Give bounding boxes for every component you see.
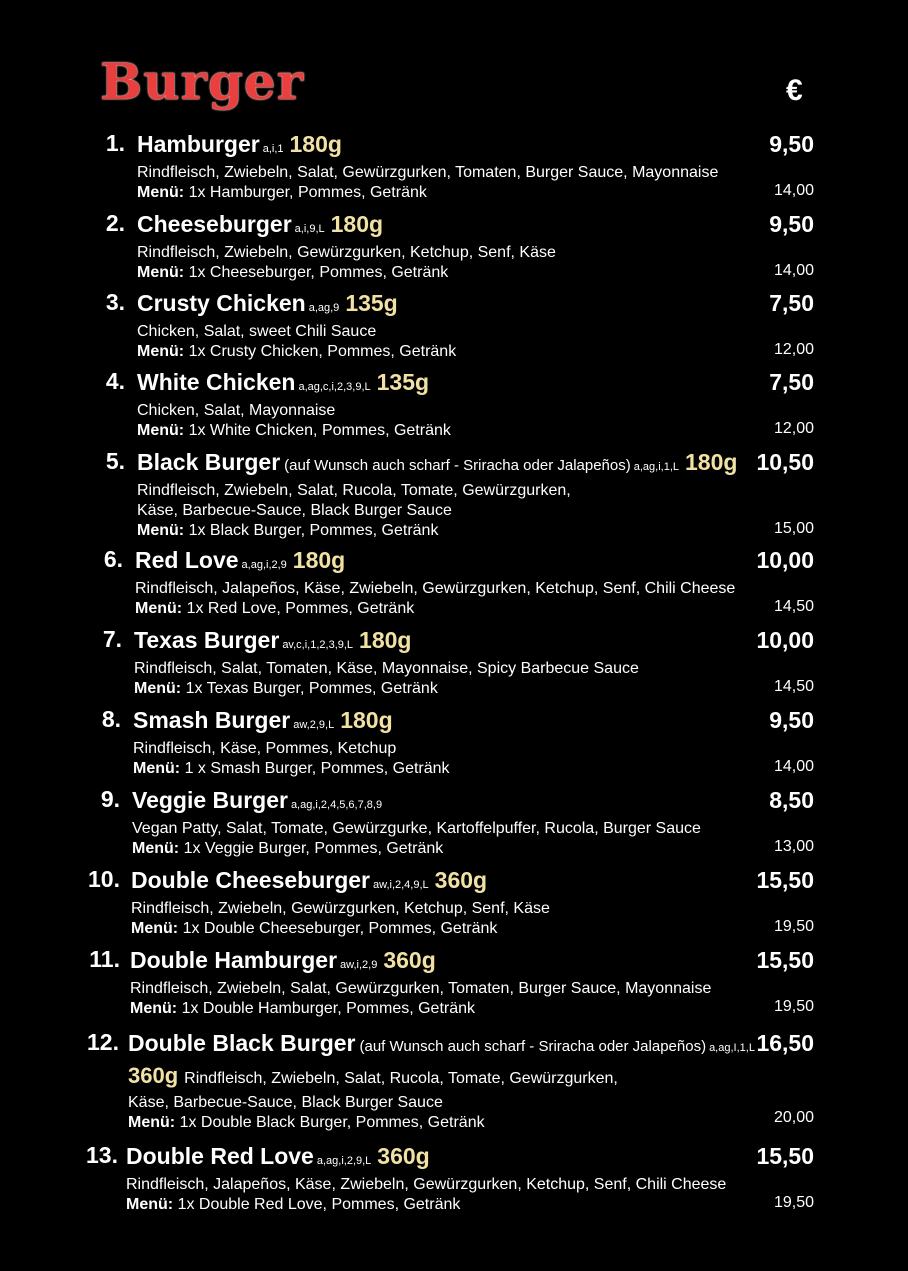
item-price: 7,50	[769, 369, 814, 395]
item-weight: 360g	[434, 867, 488, 893]
item-description-text: Käse, Barbecue-Sauce, Black Burger Sauce	[128, 1094, 443, 1111]
item-note: (auf Wunsch auch scharf - Sriracha oder Jalapeños)	[359, 1038, 707, 1055]
item-allergens: aw,2,9,L	[293, 719, 335, 731]
item-number: 6.	[103, 546, 123, 572]
combo-price: 19,50	[773, 998, 814, 1015]
item-description-text: Käse, Barbecue-Sauce, Black Burger Sauce	[137, 502, 452, 519]
item-price: 9,50	[769, 131, 814, 157]
item-heading	[137, 210, 556, 243]
item-description	[137, 481, 737, 501]
item-combo	[134, 679, 639, 699]
combo-price: 19,50	[773, 1194, 814, 1211]
item-name: Double Hamburger	[130, 947, 338, 973]
item-price: 10,00	[756, 627, 814, 653]
item-description-text: Rindfleisch, Käse, Pommes, Ketchup	[133, 740, 397, 757]
item-description	[133, 739, 450, 759]
combo-price: 14,50	[773, 678, 814, 695]
item-body	[128, 1029, 755, 1133]
item-allergens: a,ag,i,2,9	[241, 559, 287, 571]
item-heading	[126, 1142, 726, 1175]
combo-label: Menü:	[130, 1000, 178, 1017]
item-price: 10,50	[756, 449, 814, 475]
item-allergens: aw,i,2,9	[340, 959, 378, 971]
combo-text: 1x Cheeseburger, Pommes, Getränk	[188, 264, 449, 281]
item-description-text: Rindfleisch, Zwiebeln, Salat, Rucola, Tomate, Gewürzgurken,	[137, 482, 571, 499]
item-allergens: a,ag,I,1,L	[709, 1042, 755, 1054]
combo-text: 1x Crusty Chicken, Pommes, Getränk	[188, 343, 457, 360]
combo-label: Menü:	[126, 1196, 174, 1213]
item-combo	[135, 599, 735, 619]
combo-price: 20,00	[773, 1109, 814, 1126]
item-description-text: Chicken, Salat, sweet Chili Sauce	[137, 323, 377, 340]
item-weight: 180g	[330, 211, 384, 237]
item-weight: 360g	[383, 947, 436, 973]
item-weight: 180g	[359, 627, 412, 653]
item-price: 16,50	[756, 1030, 814, 1056]
item-description	[128, 1093, 755, 1113]
item-name: Red Love	[135, 547, 239, 573]
item-body	[137, 448, 737, 541]
combo-label: Menü:	[131, 920, 179, 937]
item-body	[133, 706, 450, 779]
item-note: (auf Wunsch auch scharf - Sriracha oder Jalapeños)	[284, 457, 631, 474]
item-description	[137, 322, 456, 342]
item-number: 2.	[105, 210, 125, 236]
item-name: Crusty Chicken	[137, 290, 306, 316]
combo-price: 14,00	[773, 262, 814, 279]
item-description-text: Chicken, Salat, Mayonnaise	[137, 402, 336, 419]
combo-text: 1x Veggie Burger, Pommes, Getränk	[183, 840, 444, 857]
item-description	[137, 243, 556, 263]
item-price: 9,50	[769, 707, 814, 733]
item-number: 10.	[88, 866, 120, 892]
item-number: 1.	[105, 130, 125, 156]
combo-text: 1x White Chicken, Pommes, Getränk	[188, 422, 451, 439]
currency-symbol: €	[786, 74, 803, 107]
item-combo	[128, 1113, 755, 1133]
item-name: Double Red Love	[126, 1143, 314, 1169]
item-name: Smash Burger	[133, 707, 291, 733]
item-description	[130, 979, 711, 999]
item-weight: 180g	[685, 449, 738, 475]
item-price: 9,50	[769, 211, 814, 237]
combo-price: 15,00	[773, 520, 814, 537]
item-body	[135, 546, 735, 619]
item-name: Double Cheeseburger	[131, 867, 370, 893]
item-weight: 135g	[376, 369, 430, 395]
item-price: 7,50	[769, 290, 814, 316]
item-heading	[132, 786, 701, 819]
item-number: 12.	[87, 1029, 119, 1055]
item-heading	[137, 448, 737, 481]
item-weight: 360g	[377, 1143, 430, 1169]
item-name: White Chicken	[137, 369, 296, 395]
item-description	[135, 579, 735, 599]
item-body	[137, 289, 456, 362]
combo-label: Menü:	[132, 840, 180, 857]
combo-text: 1x Black Burger, Pommes, Getränk	[188, 522, 439, 539]
combo-price: 19,50	[773, 918, 814, 935]
combo-label: Menü:	[137, 343, 185, 360]
item-allergens: aw,i,2,4,9,L	[373, 879, 429, 891]
combo-text: 1x Double Red Love, Pommes, Getränk	[177, 1196, 461, 1213]
item-combo	[137, 263, 556, 283]
item-allergens: a,ag,9	[308, 302, 340, 314]
item-price: 10,00	[756, 547, 814, 573]
item-description-text: Rindfleisch, Zwiebeln, Salat, Rucola, Tomate, Gewürzgurken,	[184, 1070, 618, 1087]
item-description-text: Rindfleisch, Jalapeños, Käse, Zwiebeln, Gewürzgurken, Ketchup, Senf, Chili Cheese	[135, 580, 736, 597]
item-combo	[131, 919, 550, 939]
item-heading	[131, 866, 550, 899]
item-number: 11.	[89, 946, 120, 972]
item-description-text: Rindfleisch, Zwiebeln, Salat, Gewürzgurken, Tomaten, Burger Sauce, Mayonnaise	[137, 164, 719, 181]
item-combo	[137, 342, 456, 362]
item-allergens: a,ag,c,i,2,3,9,L	[298, 381, 371, 393]
combo-label: Menü:	[137, 422, 185, 439]
item-number: 13.	[86, 1142, 118, 1168]
item-number: 3.	[105, 289, 125, 315]
item-allergens: a,ag,i,2,9,L	[316, 1155, 372, 1167]
item-heading	[137, 130, 718, 163]
combo-label: Menü:	[128, 1114, 176, 1131]
item-allergens: a,i,1	[262, 143, 284, 155]
item-weight: 180g	[289, 131, 342, 157]
combo-price: 13,00	[773, 838, 814, 855]
item-heading	[137, 289, 456, 322]
item-combo	[133, 759, 450, 779]
item-description	[137, 501, 737, 521]
item-number: 9.	[100, 786, 120, 812]
combo-price: 14,50	[773, 598, 814, 615]
item-description	[132, 819, 701, 839]
item-description	[131, 899, 550, 919]
combo-label: Menü:	[134, 680, 182, 697]
item-description	[126, 1175, 726, 1195]
item-body	[137, 368, 451, 441]
item-heading	[130, 946, 711, 979]
item-combo	[132, 839, 701, 859]
item-number: 7.	[102, 626, 122, 652]
item-description-text: Rindfleisch, Jalapeños, Käse, Zwiebeln, Gewürzgurken, Ketchup, Senf, Chili Cheese	[126, 1176, 727, 1193]
item-combo	[130, 999, 711, 1019]
item-description-text: Rindfleisch, Salat, Tomaten, Käse, Mayonnaise, Spicy Barbecue Sauce	[134, 660, 639, 677]
combo-price: 12,00	[773, 341, 814, 358]
combo-label: Menü:	[135, 600, 183, 617]
item-description-text: Vegan Patty, Salat, Tomate, Gewürzgurke, Kartoffelpuffer, Rucola, Burger Sauce	[132, 820, 701, 837]
item-body	[137, 130, 718, 203]
item-heading	[134, 626, 639, 659]
item-description-text: Rindfleisch, Zwiebeln, Salat, Gewürzgurken, Tomaten, Burger Sauce, Mayonnaise	[130, 980, 712, 997]
item-name: Veggie Burger	[132, 787, 288, 813]
item-weight: 135g	[345, 290, 398, 316]
item-body	[131, 866, 550, 939]
item-description-text: Rindfleisch, Zwiebeln, Gewürzgurken, Ketchup, Senf, Käse	[137, 244, 556, 261]
combo-price: 14,00	[773, 758, 814, 775]
combo-label: Menü:	[137, 522, 185, 539]
item-description	[134, 659, 639, 679]
item-name: Black Burger	[137, 449, 281, 475]
item-body	[130, 946, 711, 1019]
combo-label: Menü:	[133, 760, 181, 777]
section-title: Burger	[100, 52, 305, 111]
item-combo	[137, 421, 451, 441]
item-allergens: a,ag,i,2,4,5,6,7,8,9	[290, 799, 383, 811]
combo-text: 1x Double Hamburger, Pommes, Getränk	[181, 1000, 476, 1017]
item-heading	[135, 546, 735, 579]
item-number: 8.	[101, 706, 121, 732]
item-allergens: av,c,i,1,2,3,9,L	[282, 639, 354, 651]
item-weight: 180g	[292, 547, 346, 573]
item-description	[137, 401, 451, 421]
combo-text: 1x Double Cheeseburger, Pommes, Getränk	[182, 920, 498, 937]
item-combo	[137, 521, 737, 541]
item-heading	[128, 1029, 755, 1062]
item-body	[137, 210, 556, 283]
item-body	[134, 626, 639, 699]
item-description-text: Rindfleisch, Zwiebeln, Gewürzgurken, Ketchup, Senf, Käse	[131, 900, 550, 917]
combo-label: Menü:	[137, 264, 185, 281]
item-heading	[137, 368, 451, 401]
combo-label: Menü:	[137, 184, 185, 201]
item-allergens: a,i,9,L	[294, 223, 325, 235]
item-price: 8,50	[769, 787, 814, 813]
item-weight: 180g	[340, 707, 393, 733]
combo-text: 1 x Smash Burger, Pommes, Getränk	[184, 760, 450, 777]
item-name: Cheeseburger	[137, 211, 292, 237]
item-name: Hamburger	[137, 131, 260, 157]
item-number: 5.	[105, 448, 125, 474]
item-price: 15,50	[756, 867, 814, 893]
item-price: 15,50	[756, 1143, 814, 1169]
combo-price: 14,00	[773, 182, 814, 199]
item-allergens: a,ag,i,1,L	[633, 461, 679, 473]
item-heading	[133, 706, 450, 739]
item-description	[128, 1062, 755, 1093]
item-price: 15,50	[756, 947, 814, 973]
item-weight: 360g	[128, 1063, 179, 1088]
item-number: 4.	[105, 368, 125, 394]
combo-price: 12,00	[773, 420, 814, 437]
item-name: Double Black Burger	[128, 1030, 356, 1056]
combo-text: 1x Double Black Burger, Pommes, Getränk	[179, 1114, 485, 1131]
item-combo	[126, 1195, 726, 1215]
item-body	[126, 1142, 726, 1215]
item-name: Texas Burger	[134, 627, 280, 653]
item-body	[132, 786, 701, 859]
combo-text: 1x Red Love, Pommes, Getränk	[186, 600, 415, 617]
combo-text: 1x Hamburger, Pommes, Getränk	[188, 184, 427, 201]
item-description	[137, 163, 718, 183]
item-combo	[137, 183, 718, 203]
combo-text: 1x Texas Burger, Pommes, Getränk	[185, 680, 438, 697]
